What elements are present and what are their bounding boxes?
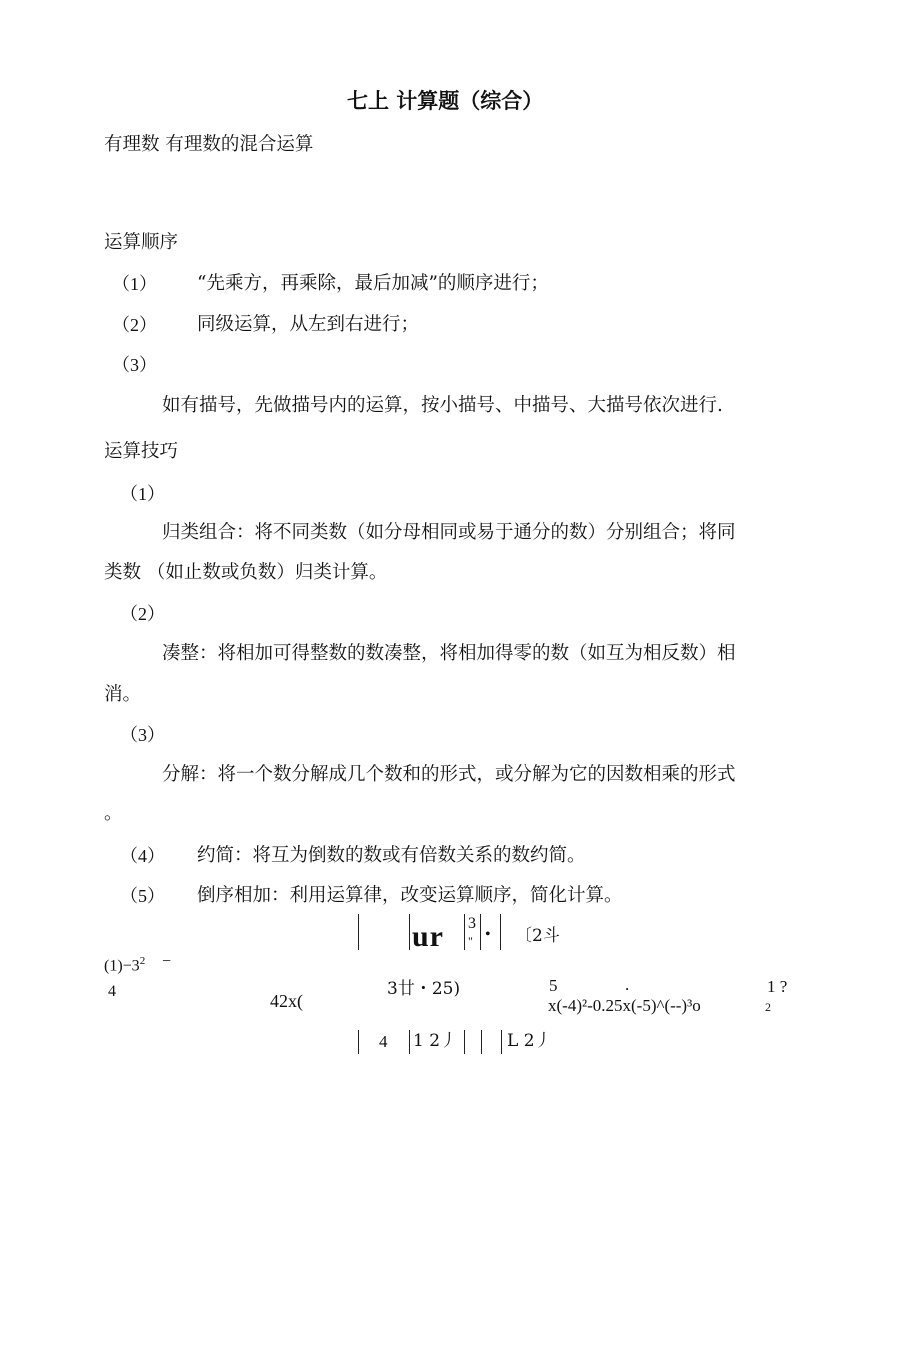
formula-far-right-sub: 2 xyxy=(765,1000,771,1014)
formula-dot: • xyxy=(485,926,491,943)
skill-item-1-line2: 类数 （如止数或负数）归类计算。 xyxy=(104,562,388,583)
formula-bar xyxy=(464,914,465,950)
skills-heading: 运算技巧 xyxy=(104,441,179,462)
skill-item-4-number: （4） xyxy=(120,846,165,866)
formula-ur-text: ur xyxy=(412,920,444,953)
skill-item-2-line2: 消。 xyxy=(104,684,142,705)
order-item-3-text: 如有描号，先做描号内的运算，按小描号、中描号、大描号依次进行. xyxy=(162,395,723,416)
skill-item-2-number: （2） xyxy=(120,604,165,624)
skill-item-3-line1: 分解：将一个数分解成几个数和的形式，或分解为它的因数相乘的形式 xyxy=(162,764,736,785)
formula-top-right: 〔2斗 xyxy=(515,926,560,946)
formula-left-denominator: 4 xyxy=(108,983,116,1000)
formula-mid-left: 42x( xyxy=(270,991,303,1011)
formula-bottom-four: 4 xyxy=(379,1032,388,1051)
formula-right-five: 5 xyxy=(549,976,558,995)
formula-mid-center: 3廿・25) xyxy=(387,979,461,999)
skill-item-3-line2: 。 xyxy=(104,803,123,824)
order-item-3-number: （3） xyxy=(112,355,157,375)
formula-bar xyxy=(480,914,481,950)
page-title: 七上 计算题（综合） xyxy=(347,89,544,113)
skill-item-3-number: （3） xyxy=(120,725,165,745)
formula-bar xyxy=(464,1030,465,1054)
formula-right-dot: . xyxy=(625,975,630,994)
formula-bar xyxy=(358,914,359,950)
order-item-1-number: （1） xyxy=(112,274,157,294)
formula-bar xyxy=(409,1030,410,1054)
skill-item-1-number: （1） xyxy=(120,484,165,504)
formula-left-exponent: 2 xyxy=(139,955,146,967)
order-heading: 运算顺序 xyxy=(104,232,179,253)
formula-right-expression: x(-4)²-0.25x(-5)^(--)³o xyxy=(548,996,701,1015)
formula-bottom-l2: L 2丿 xyxy=(507,1031,552,1051)
formula-bar xyxy=(358,1030,359,1054)
formula-bottom-twelve: 1 2丿 xyxy=(413,1031,458,1051)
formula-left-main xyxy=(104,956,145,974)
formula-quote: " xyxy=(468,934,473,948)
skill-item-5-text: 倒序相加：利用运算律，改变运算顺序，简化计算。 xyxy=(197,885,623,906)
order-item-1-text: “先乘方，再乘除，最后加减”的顺序进行； xyxy=(197,273,549,294)
skill-item-5-number: （5） xyxy=(120,886,165,906)
formula-bar xyxy=(409,914,410,950)
skill-item-4-text: 约简：将互为倒数的数或有倍数关系的数约简。 xyxy=(197,845,586,866)
subtitle: 有理数 有理数的混合运算 xyxy=(104,134,314,155)
skill-item-1-line1: 归类组合：将不同类数（如分母相同或易于通分的数）分别组合；将同 xyxy=(162,522,736,543)
formula-three: 3 xyxy=(468,915,476,932)
formula-bar xyxy=(481,1030,482,1054)
formula-left-base: (1)−3 xyxy=(104,957,140,975)
order-item-2-text: 同级运算，从左到右进行； xyxy=(197,314,420,335)
formula-far-right: 1 ? xyxy=(767,977,788,996)
order-item-2-number: （2） xyxy=(112,315,157,335)
skill-item-2-line1: 凑整：将相加可得整数的数凑整，将相加得零的数（如互为相反数）相 xyxy=(162,643,736,664)
formula-bar xyxy=(500,914,501,950)
formula-bar xyxy=(501,1030,502,1054)
formula-left-minus: − xyxy=(162,953,172,970)
